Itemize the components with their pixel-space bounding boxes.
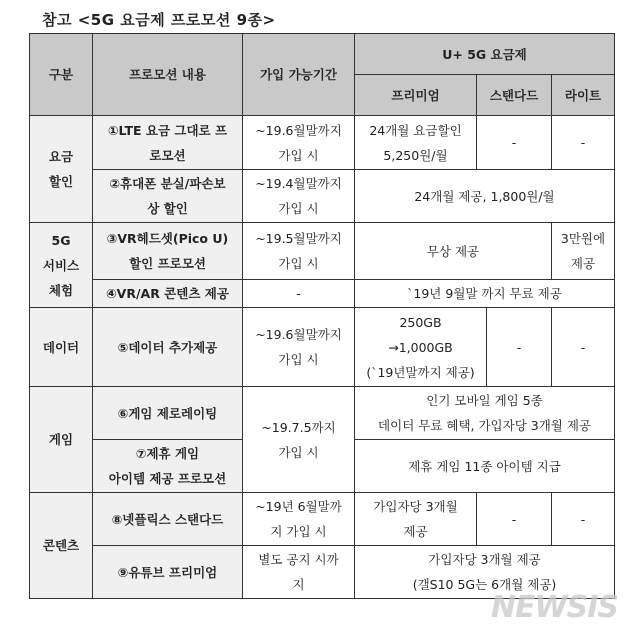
table-row [30, 308, 615, 387]
premium-value: 24개월 요금할인 5,250원/월 [355, 116, 477, 170]
promo-period: 별도 공지 시까 지 [243, 546, 355, 599]
promo-name: ②휴대폰 분실/파손보 상 할인 [93, 170, 243, 223]
all-plans-value: 인기 모바일 게임 5종 데이터 무료 혜택, 가입자당 3개월 제공 [355, 387, 615, 440]
header-premium: 프리미엄 [355, 75, 477, 116]
all-plans-value: 제휴 게임 11종 아이템 지급 [355, 440, 615, 493]
promo-period: ~19.5월말까지 가입 시 [243, 223, 355, 280]
all-plans-value: 가입자당 3개월 제공 (갤S10 5G는 6개월 제공) [355, 546, 615, 599]
category-5g-service: 5G 서비스 체험 [30, 223, 93, 308]
category-content: 콘텐츠 [30, 493, 93, 599]
table-row [30, 170, 615, 223]
lite-value: - [552, 493, 615, 546]
promo-name: ⑧넷플릭스 스탠다드 [93, 493, 243, 546]
lite-value: - [552, 116, 615, 170]
header-period: 가입 가능기간 [243, 34, 355, 116]
standard-value: - [487, 308, 552, 387]
table-row [30, 493, 615, 546]
header-lite: 라이트 [552, 75, 615, 116]
header-row [30, 34, 615, 75]
header-promotion: 프로모션 내용 [93, 34, 243, 116]
newsis-watermark: NEWSIS [490, 590, 618, 625]
category-fee-discount: 요금 할인 [30, 116, 93, 223]
all-plans-value: 24개월 제공, 1,800원/월 [355, 170, 615, 223]
table-row [30, 223, 615, 280]
promo-period: ~19.6월말까지 가입 시 [243, 308, 355, 387]
table-row [30, 116, 615, 170]
promo-period: ~19.7.5까지 가입 시 [243, 387, 355, 493]
promo-name: ①LTE 요금 그대로 프 로모션 [93, 116, 243, 170]
lite-value: - [552, 308, 615, 387]
promo-name: ⑥게임 제로레이팅 [93, 387, 243, 440]
promo-period: - [243, 280, 355, 308]
page-title: 참고 <5G 요금제 프로모션 9종> [42, 11, 276, 29]
promo-name: ⑤데이터 추가제공 [93, 308, 243, 387]
header-standard: 스탠다드 [477, 75, 552, 116]
promo-period: ~19.6월말까지 가입 시 [243, 116, 355, 170]
promo-name: ⑦제휴 게임 아이템 제공 프로모션 [93, 440, 243, 493]
standard-value: - [477, 116, 552, 170]
all-plans-value: `19년 9월말 까지 무료 제공 [355, 280, 615, 308]
premium-standard-value: 무상 제공 [355, 223, 552, 280]
premium-value: 250GB →1,000GB (`19년말까지 제공) [355, 308, 487, 387]
promotion-table [29, 33, 615, 599]
table-row [30, 387, 615, 440]
promo-name: ⑨유튜브 프리미엄 [93, 546, 243, 599]
promo-period: ~19.4월말까지 가입 시 [243, 170, 355, 223]
table-row [30, 280, 615, 308]
category-data: 데이터 [30, 308, 93, 387]
premium-value: 가입자당 3개월 제공 [355, 493, 477, 546]
standard-value: - [477, 493, 552, 546]
header-category: 구분 [30, 34, 93, 116]
lite-value: 3만원에 제공 [552, 223, 615, 280]
promo-period: ~19년 6월말까 지 가입 시 [243, 493, 355, 546]
category-game: 게임 [30, 387, 93, 493]
promo-name: ④VR/AR 콘텐츠 제공 [93, 280, 243, 308]
header-plan-group: U+ 5G 요금제 [355, 34, 615, 75]
promo-name: ③VR헤드셋(Pico U) 할인 프로모션 [93, 223, 243, 280]
